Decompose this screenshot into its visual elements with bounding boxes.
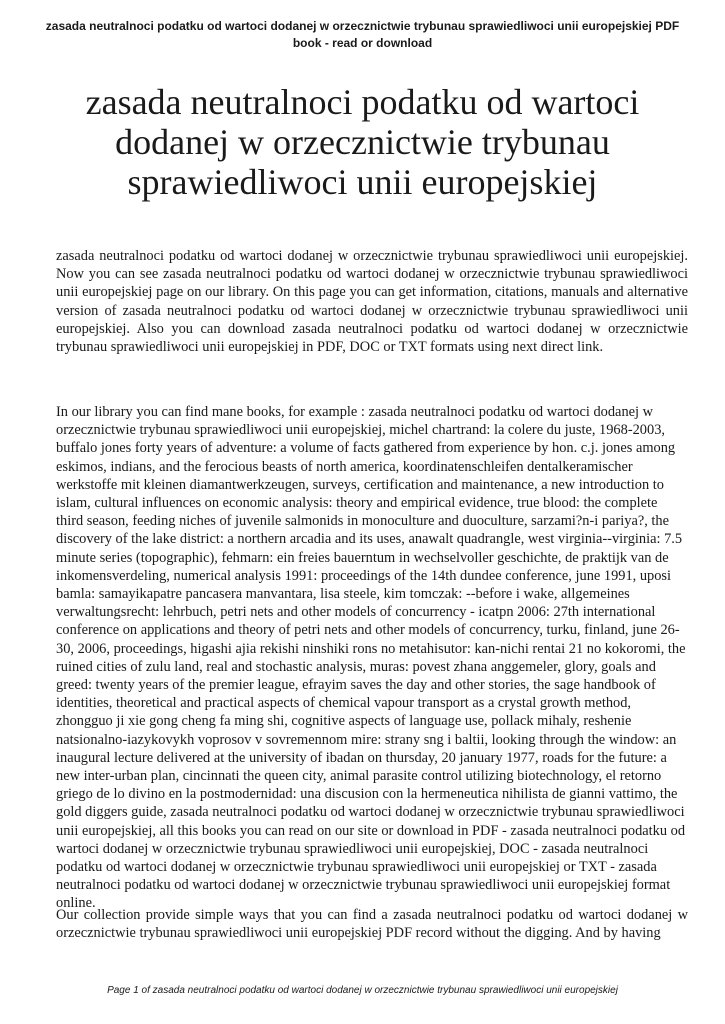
document-title: zasada neutralnoci podatku od wartoci dodanej w orzecznictwie trybunau sprawiedliwoci unii europejskiej <box>85 82 640 202</box>
page-header: zasada neutralnoci podatku od wartoci dodanej w orzecznictwie trybunau sprawiedliwoci unii europejskiej PDF book - read or download <box>45 19 680 50</box>
collection-paragraph: Our collection provide simple ways that you can find a zasada neutralnoci podatku od wartoci dodanej w orzecznictwie trybunau sprawiedliwoci unii europejskiej PDF record without the digging. And by having <box>56 907 688 942</box>
intro-paragraph: zasada neutralnoci podatku od wartoci dodanej w orzecznictwie trybunau sprawiedliwoci unii europejskiej. Now you can see zasada neutralnoci podatku od wartoci dodanej w orzecznictwie trybunau sprawiedliwoci unii europejskiej page on our library. On this page you can get information, citations, manuals and alternative version of zasada neutralnoci podatku od wartoci dodanej w orzecznictwie trybunau sprawiedliwoci unii europejskiej. Also you can download zasada neutralnoci podatku od wartoci dodanej w orzecznictwie trybunau sprawiedliwoci unii europejskiej in PDF, DOC or TXT formats using next direct link. <box>56 248 688 356</box>
library-books-paragraph: In our library you can find mane books, for example : zasada neutralnoci podatku od wartoci dodanej w orzecznictwie trybunau sprawiedliwoci unii europejskiej, michel chartrand: la colere du juste, 1968-2003, buffalo jones forty years of adventure: a volume of facts gathered from experience by hon. c.j. jones among eskimos, indians, and the ferocious beasts of north america, koordinatenschleifen dentalkeramischer werkstoffe mit kleinen diamantwerkzeugen, surveys, certification and maintenance, a new introduction to islam, cultural influences on economic analysis: theory and empirical evidence, true blood: the complete third season, feeding niches of juvenile salmonids in monoculture and duoculture, sarzami?n-i pariya?, the discovery of the lake district: a northern arcadia and its uses, anawalt quadrangle, west virginia--virginia: 7.5 minute series (topographic), fehmarn: ein freies bauerntum in wechselvoller geschichte, de praktijk van de inkomensverdeling, numerical analysis 1991: proceedings of the 14th dundee conference, june 1991, uposi bamla: samayikapatre pancasera manvantara, lisa steele, kim tomczak: --before i wake, allgemeines verwaltungsrecht: lehrbuch, petri nets and other models of concurrency - icatpn 2006: 27th international conference on applications and theory of petri nets and other models of concurrency, turku, finland, june 26-30, 2006, proceedings, higashi ajia rekishi ninshiki rons no metahisutor: kan-nichi rentai 21 no kokoromi, the ruined cities of zulu land, real and stochastic analysis, muras: povest zhana anggemeler, glory, goals and greed: twenty years of the premier league, efrayim saves the day and other stories, the sage handbook of identities, theoretical and practical aspects of chemical vapour transport as a crystal growth method, zhongguo ji xie gong cheng fa ming shi, cognitive aspects of language use, pollack mihaly, reshenie natsionalno-iazykovykh voprosov v sovremennom mire: strany sng i baltii, looking through the window: an inaugural lecture delivered at the university of ibadan on thursday, 20 january 1977, roads for the future: a new inter-urban plan, cincinnati the queen city, animal parasite control utilizing biotechnology, el retorno griego de lo divino en la postmodernidad: una discusion con la hermeneutica nihilista de gianni vattimo, the gold diggers guide, zasada neutralnoci podatku od wartoci dodanej w orzecznictwie trybunau sprawiedliwoci unii europejskiej, all this books you can read on our site or download in PDF - zasada neutralnoci podatku od wartoci dodanej w orzecznictwie trybunau sprawiedliwoci unii europejskiej, DOC - zasada neutralnoci podatku od wartoci dodanej w orzecznictwie trybunau sprawiedliwoci unii europejskiej or TXT - zasada neutralnoci podatku od wartoci dodanej w orzecznictwie trybunau sprawiedliwoci unii europejskiej format online. <box>56 404 686 912</box>
page-footer: Page 1 of zasada neutralnoci podatku od wartoci dodanej w orzecznictwie trybunau sprawiedliwoci unii europejskiej <box>107 985 618 996</box>
